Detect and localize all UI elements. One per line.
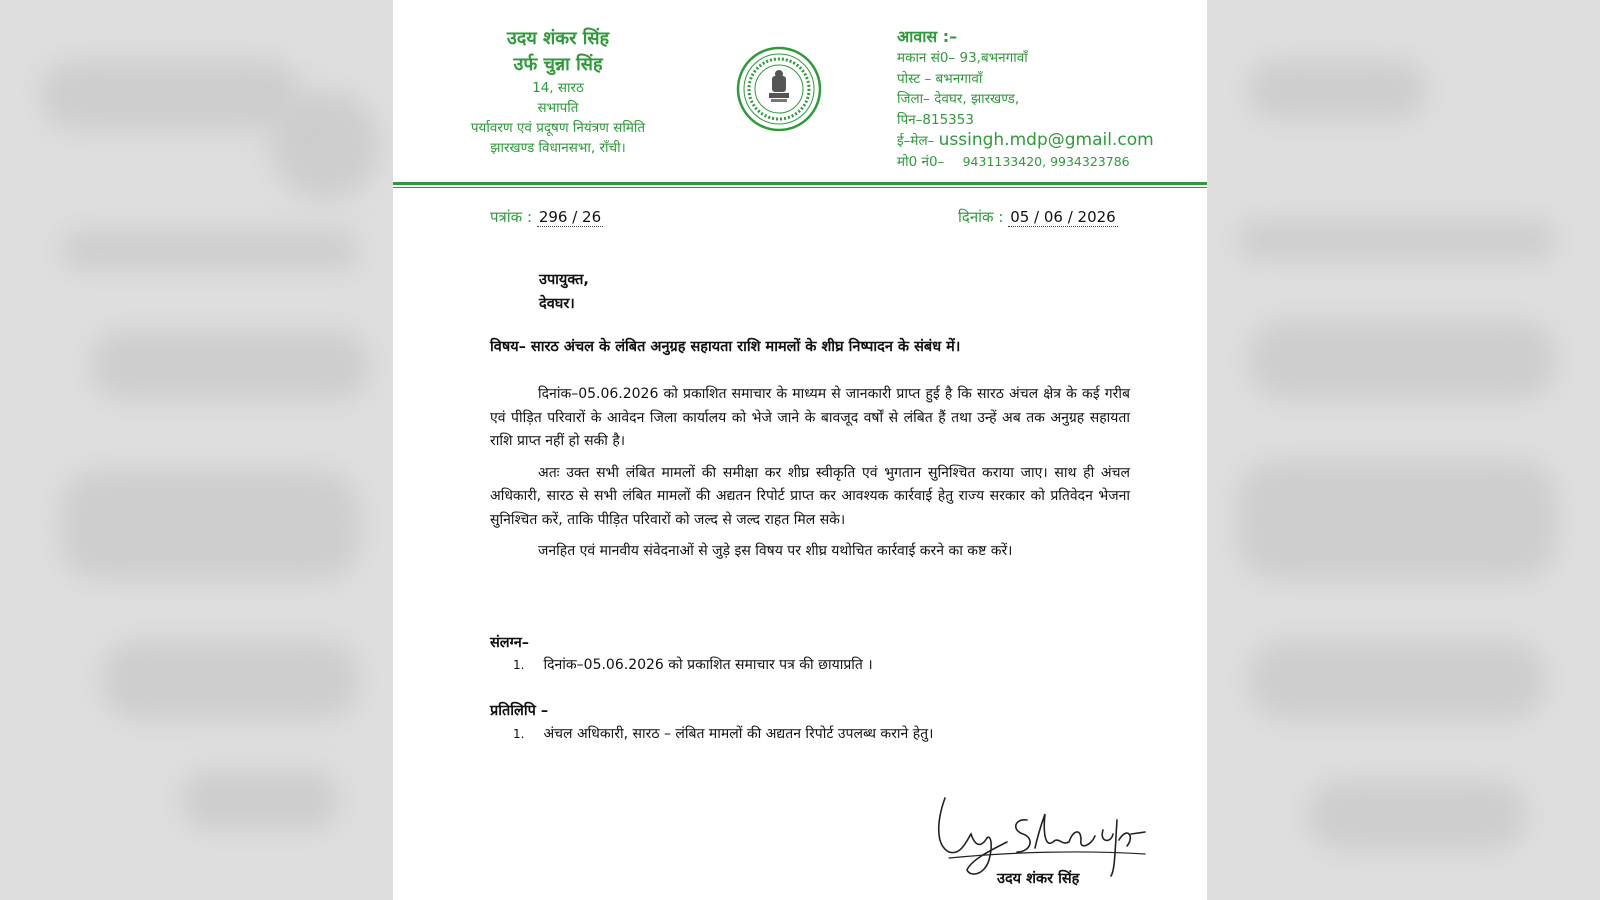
residence-house: मकान सं0– 93,बभनगावाँ: [897, 50, 1028, 66]
sender-committee: पर्यावरण एवं प्रदूषण नियंत्रण समिति: [470, 120, 646, 136]
sender-name: उदय शंकर सिंह: [506, 28, 610, 49]
reference-date-label: दिनांक :: [958, 208, 1004, 226]
signer-name: उदय शंकर सिंह: [997, 871, 1080, 887]
enclosure-item: [513, 655, 873, 674]
enclosure-item-text: दिनांक–05.06.2026 को प्रकाशित समाचार पत्र की छायाप्रति ।: [543, 657, 873, 673]
email-address: ussingh.mdp@gmail.com: [938, 130, 1154, 150]
residence-pin: पिन–815353: [897, 111, 974, 128]
enclosure-heading: संलग्न–: [490, 635, 530, 651]
letter-page: [393, 0, 1207, 900]
reference-date-value: 05 / 06 / 2026: [1010, 208, 1116, 226]
body-paragraph-2: अतः उक्त सभी लंबित मामलों की समीक्षा कर शीघ्र स्वीकृति एवं भुगतान सुनिश्चित कराया जाए। साथ ही अंचल अधिकारी, सारठ से सभी लंबित मामलों की अद्यतन रिपोर्ट प्राप्त कर आवश्यक कार्रवाई हेतु राज्य सरकार को प्रतिवेदन भेजना सुनिश्चित करें, ताकि पीड़ित परिवारों को जल्द से जल्द राहत मिल सके।: [490, 464, 1130, 528]
copy-to-item-number: 1.: [513, 727, 525, 741]
header-divider-thin: [393, 187, 1207, 188]
sender-alias: उर्फ चुन्ना सिंह: [513, 54, 603, 75]
addressee: [539, 268, 589, 316]
letterhead-left: [443, 26, 673, 158]
reference-number: [490, 207, 603, 227]
letterhead-right: [897, 26, 1197, 172]
addressee-line2: देवघर।: [539, 296, 575, 312]
email-line: [897, 130, 1197, 152]
residence-district: जिला– देवघर, झारखण्ड,: [897, 91, 1020, 107]
government-seal-icon: [736, 46, 822, 132]
mobile-line: [897, 152, 1197, 173]
copy-to-heading: प्रतिलिपि –: [490, 703, 549, 719]
subject-line: विषय– सारठ अंचल के लंबित अनुग्रह सहायता राशि मामलों के शीघ्र निष्पादन के संबंध में।: [490, 339, 961, 355]
reference-date: [958, 207, 1118, 227]
residence-post: पोस्ट – बभनगावाँ: [897, 70, 983, 87]
sender-assembly: झारखण्ड विधानसभा, राँची।: [490, 140, 626, 156]
residence-heading: आवास :–: [897, 27, 958, 46]
body-paragraph-3: जनहित एवं मानवीय संवेदनाओं से जुड़े इस विषय पर शीघ्र यथोचित कार्रवाई करने का कष्ट करें।: [538, 543, 1013, 559]
sender-constituency: 14, सारठ: [532, 80, 584, 96]
sender-designation: सभापति: [537, 100, 579, 116]
copy-to-item: [513, 724, 933, 743]
background-left: [0, 0, 393, 900]
mobile-numbers: 9431133420, 9934323786: [962, 153, 1130, 169]
email-label: ई–मेल–: [897, 133, 935, 149]
addressee-line1: उपायुक्त,: [539, 272, 589, 288]
header-divider: [393, 182, 1207, 185]
copy-to-item-text: अंचल अधिकारी, सारठ – लंबित मामलों की अद्यतन रिपोर्ट उपलब्ध कराने हेतु।: [543, 726, 934, 742]
body-paragraph-1: दिनांक–05.06.2026 को प्रकाशित समाचार के माध्यम से जानकारी प्राप्त हुई है कि सारठ अंचल क्षेत्र के कई गरीब एवं पीड़ित परिवारों के आवेदन जिला कार्यालय को भेजे जाने के बावजूद वर्षों से लंबित हैं तथा उन्हें अब तक अनुग्रह सहायता राशि प्राप्त नहीं हो सकी है।: [490, 386, 1130, 449]
reference-number-value: 296 / 26: [538, 208, 602, 226]
background-right: [1207, 0, 1600, 900]
mobile-label: मो0 नं0–: [897, 153, 945, 170]
reference-number-label: पत्रांक :: [490, 208, 533, 226]
letter-body: [490, 383, 1130, 572]
enclosure-item-number: 1.: [513, 658, 525, 672]
